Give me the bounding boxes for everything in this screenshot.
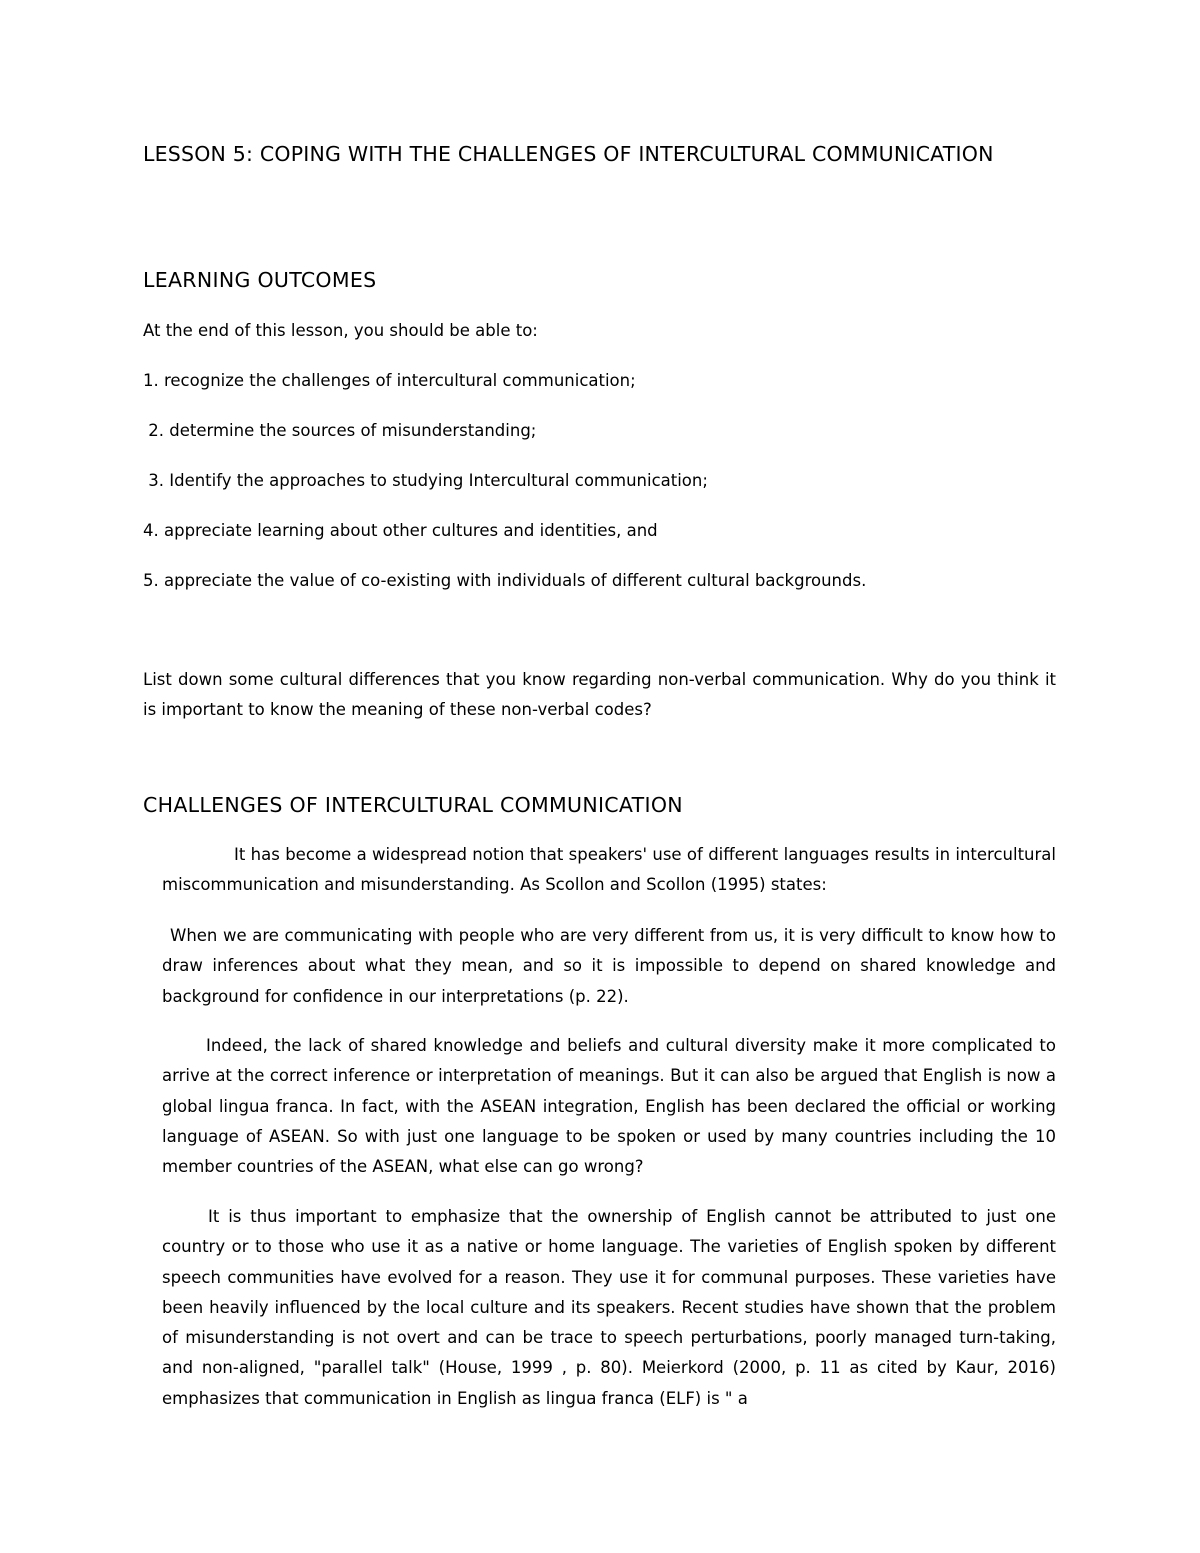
outcome-item-4: 4. appreciate learning about other cultures and identities, and	[143, 521, 658, 540]
challenges-section-heading: CHALLENGES OF INTERCULTURAL COMMUNICATION	[143, 793, 683, 817]
learning-outcomes-heading: LEARNING OUTCOMES	[143, 268, 377, 292]
lesson-title: LESSON 5: COPING WITH THE CHALLENGES OF INTERCULTURAL COMMUNICATION	[143, 142, 994, 166]
outcomes-intro: At the end of this lesson, you should be able to:	[143, 321, 538, 340]
activity-prompt: List down some cultural differences that you know regarding non-verbal communication. Why do you think it is important to know the meaning of these non-verbal codes?	[143, 670, 1056, 720]
outcome-item-5: 5. appreciate the value of co-existing with individuals of different cultural backgrounds.	[143, 571, 867, 590]
outcome-item-1: 1. recognize the challenges of intercultural communication;	[143, 371, 636, 390]
paragraph-widespread-notion: It has become a widespread notion that speakers' use of different languages results in intercultural miscommunication and misunderstanding. As Scollon and Scollon (1995) states:	[162, 845, 1056, 895]
paragraph-ownership-of-english: It is thus important to emphasize that the ownership of English cannot be attributed to just one country or to those who use it as a native or home language. The varieties of English spoken by different speech communities have evolved for a reason. They use it for communal purposes. These varieties have been heavily influenced by the local culture and its speakers. Recent studies have shown that the problem of misunderstanding is not overt and can be trace to speech perturbations, poorly managed turn-taking, and non-aligned, "parallel talk" (House, 1999 , p. 80). Meierkord (2000, p. 11 as cited by Kaur, 2016) emphasizes that communication in English as lingua franca (ELF) is " a	[162, 1207, 1056, 1408]
outcome-item-2: 2. determine the sources of misunderstanding;	[143, 421, 537, 440]
block-quote-scollon: When we are communicating with people who are very different from us, it is very difficult to know how to draw inferences about what they mean, and so it is impossible to depend on shared knowledge and background for confidence in our interpretations (p. 22).	[162, 926, 1056, 1006]
paragraph-shared-knowledge: Indeed, the lack of shared knowledge and beliefs and cultural diversity make it more complicated to arrive at the correct inference or interpretation of meanings. But it can also be argued that English is now a global lingua franca. In fact, with the ASEAN integration, English has been declared the official or working language of ASEAN. So with just one language to be spoken or used by many countries including the 10 member countries of the ASEAN, what else can go wrong?	[162, 1036, 1056, 1177]
outcome-item-3: 3. Identify the approaches to studying Intercultural communication;	[143, 471, 708, 490]
